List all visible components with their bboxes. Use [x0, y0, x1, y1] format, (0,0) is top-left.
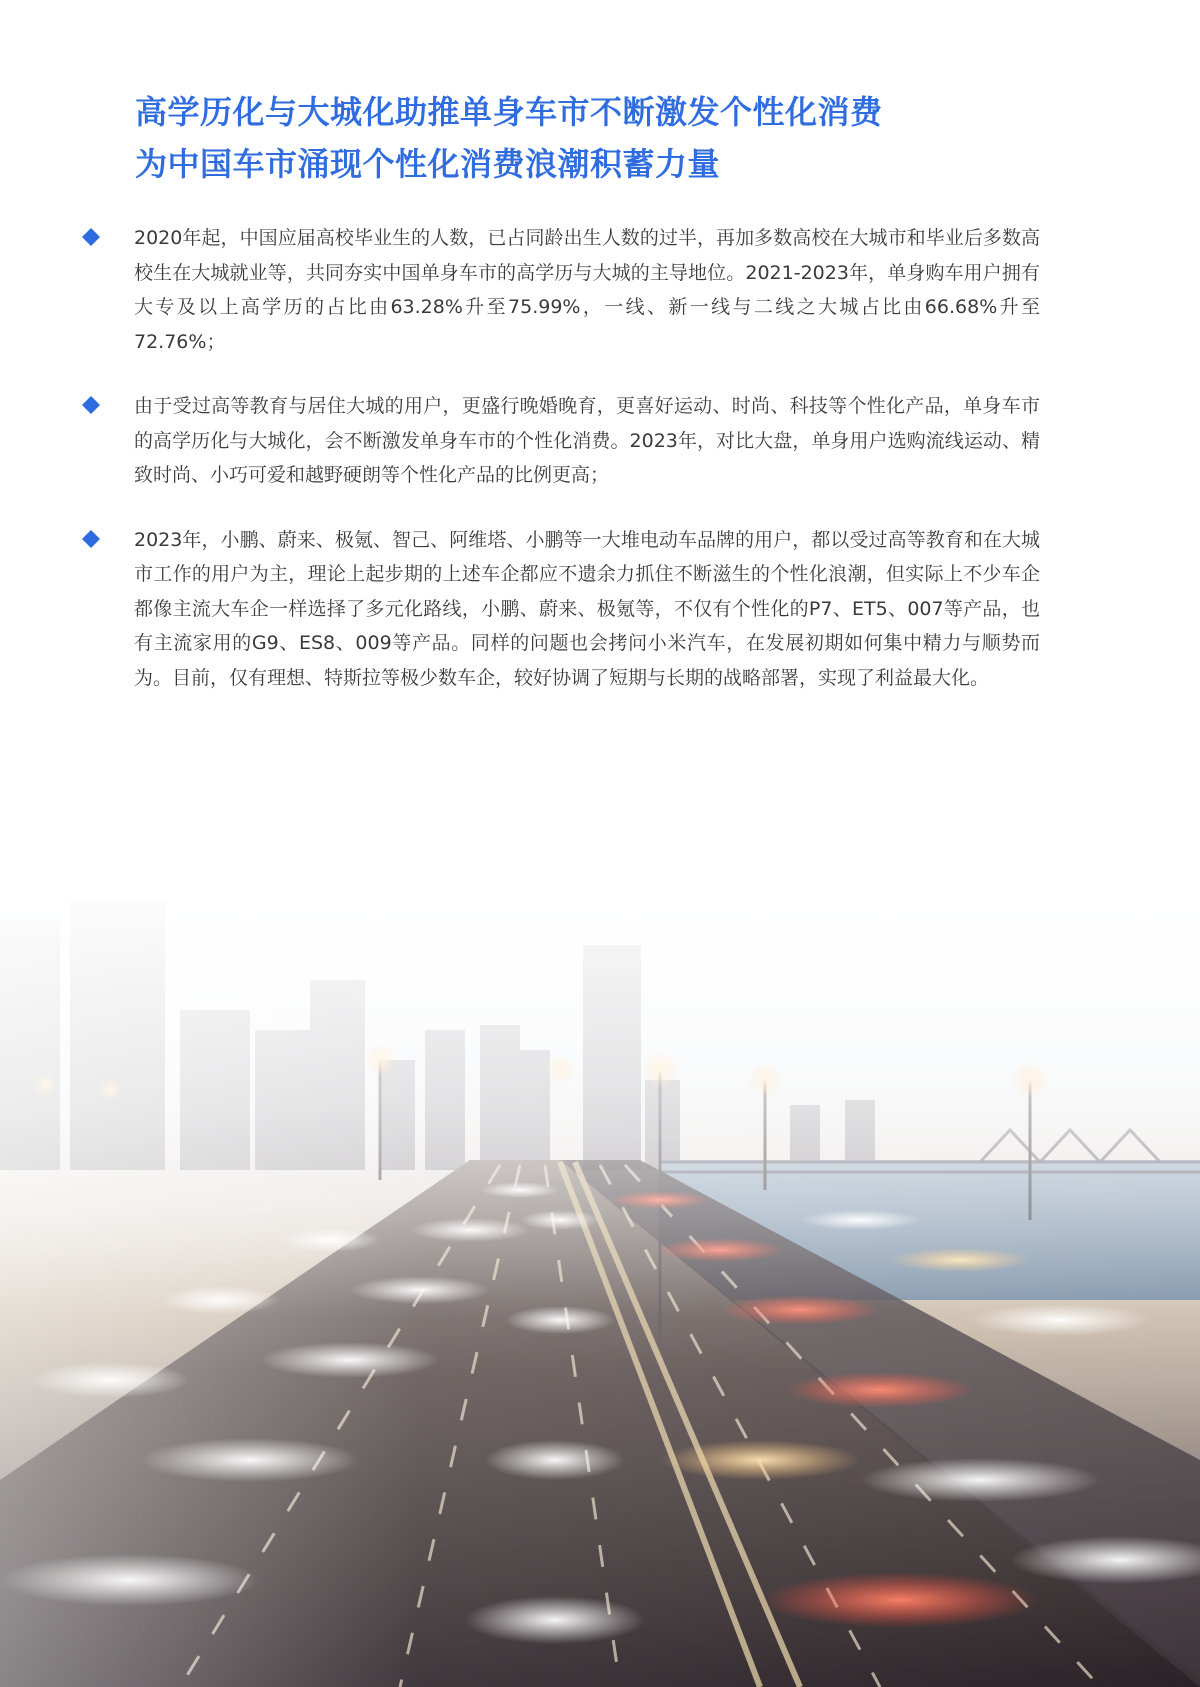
diamond-bullet-icon: [82, 228, 100, 246]
city-highway-photo: [0, 860, 1200, 1687]
title-line-2: 为中国车市涌现个性化消费浪潮积蓄力量: [135, 145, 721, 183]
title-line-1: 高学历化与大城化助推单身车市不断激发个性化消费: [135, 93, 883, 131]
bullet-item: [80, 523, 1040, 696]
diamond-bullet-icon: [82, 396, 100, 414]
bullet-text: 由于受过高等教育与居住大城的用户，更盛行晚婚晚育，更喜好运动、时尚、科技等个性化产品，单身车市的高学历化与大城化，会不断激发单身车市的个性化消费。2023年，对比大盘，单身用户选购流线运动、精致时尚、小巧可爱和越野硬朗等个性化产品的比例更高；: [134, 395, 1040, 486]
bullet-text: 2023年，小鹏、蔚来、极氪、智己、阿维塔、小鹏等一大堆电动车品牌的用户，都以受过高等教育和在大城市工作的用户为主，理论上起步期的上述车企都应不遗余力抓住不断滋生的个性化浪潮，但实际上不少车企都像主流大车企一样选择了多元化路线，小鹏、蔚来、极氪等，不仅有个性化的P7、ET5、007等产品，也有主流家用的G9、ES8、009等产品。同样的问题也会拷问小米汽车，在发展初期如何集中精力与顺势而为。目前，仅有理想、特斯拉等极少数车企，较好协调了短期与长期的战略部署，实现了利益最大化。: [134, 528, 1040, 689]
bullet-item: [80, 221, 1040, 359]
bullet-text: 2020年起，中国应届高校毕业生的人数，已占同龄出生人数的过半，再加多数高校在大城市和毕业后多数高校生在大城就业等，共同夯实中国单身车市的高学历与大城的主导地位。2021-2023年，单身购车用户拥有大专及以上高学历的占比由63.28%升至75.99%，一线、新一线与二线之大城占比由66.68%升至72.76%；: [134, 227, 1040, 353]
bullet-list: [80, 221, 1040, 725]
diamond-bullet-icon: [82, 530, 100, 548]
page-title: [135, 86, 1115, 190]
bullet-item: [80, 389, 1040, 493]
